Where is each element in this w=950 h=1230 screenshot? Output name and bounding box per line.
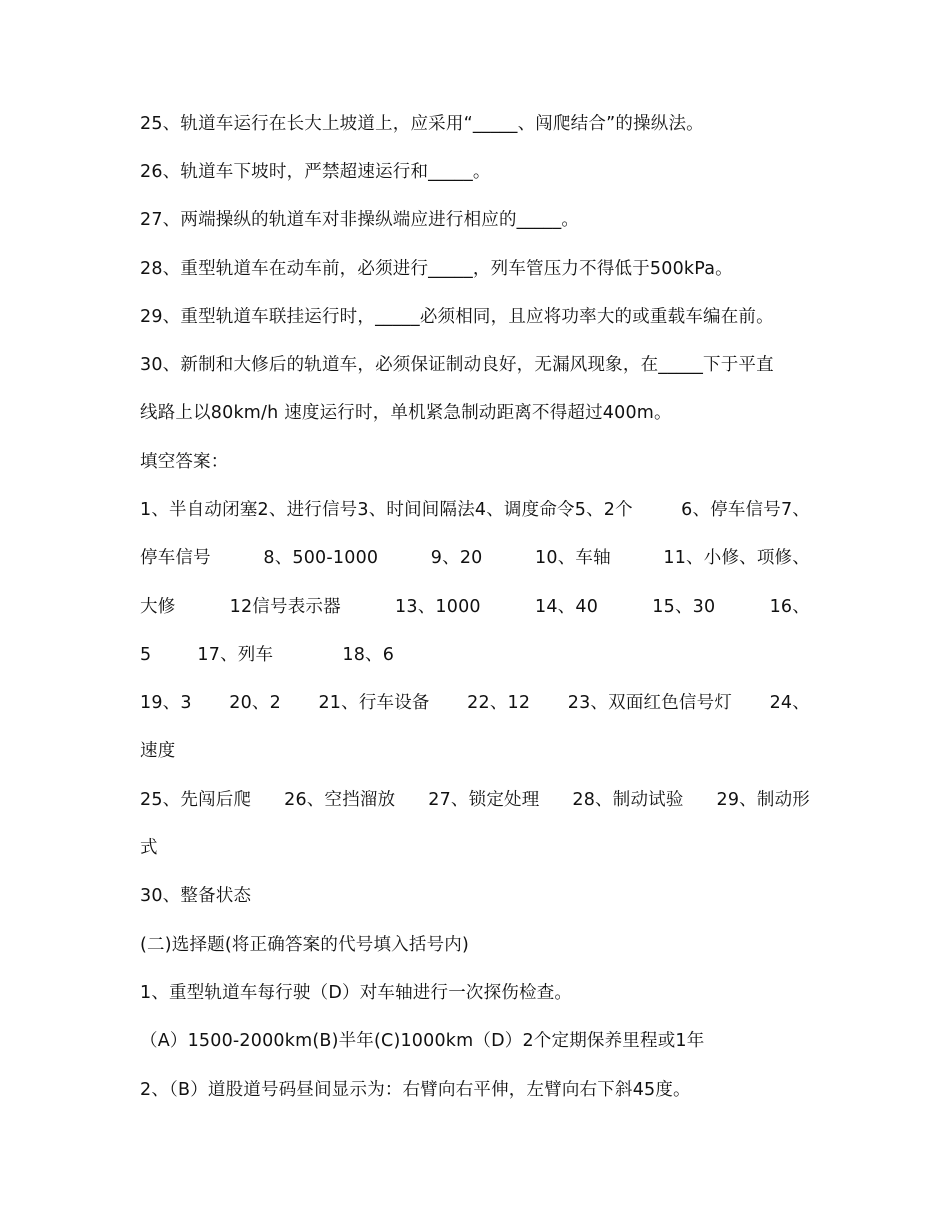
answers-row-6: 速度 [140, 741, 176, 761]
choice-question-2: 2、（B）道股道号码昼间显示为：右臂向右平伸，左臂向右下斜45度。 [140, 1080, 691, 1100]
question-28: 28、重型轨道车在动车前，必须进行_____，列车管压力不得低于500kPa。 [140, 259, 733, 279]
answer-text: 9、20 [430, 548, 483, 568]
answer-text: 24、 [769, 693, 810, 713]
question-26: 26、轨道车下坡时，严禁超速运行和_____。 [140, 162, 491, 182]
answers-row-1 [140, 498, 810, 522]
answer-text: 28、制动试验 [572, 790, 684, 810]
answer-text: 21、行车设备 [318, 693, 430, 713]
question-30: 30、新制和大修后的轨道车，必须保证制动良好，无漏风现象，在_____下于平直 [140, 355, 774, 375]
answer-text: 大修 [140, 597, 176, 617]
answer-text: 19、3 [140, 693, 192, 713]
answers-row-4: 5 17、列车 18、6 [140, 645, 395, 665]
answer-text: 29、制动形 [716, 790, 810, 810]
answer-text: 11、小修、项修、 [663, 548, 810, 568]
answer-text: 10、车轴 [535, 548, 611, 568]
choice-section-heading: (二)选择题(将正确答案的代号填入括号内) [140, 935, 470, 955]
answer-text: 1、半自动闭塞2、进行信号3、时间间隔法4、调度命令5、2个 [140, 500, 633, 520]
answer-text: 14、40 [535, 597, 599, 617]
answer-text: 12信号表示器 [229, 597, 341, 617]
answer-text: 22、12 [467, 693, 531, 713]
answers-row-2 [140, 546, 810, 570]
answers-row-8: 式 [140, 838, 158, 858]
answer-text: 6、停车信号7、 [681, 500, 810, 520]
answer-text: 25、先闯后爬 [140, 790, 252, 810]
answers-row-5 [140, 691, 810, 715]
answers-row-9: 30、整备状态 [140, 886, 252, 906]
answer-text: 16、 [769, 597, 810, 617]
question-25: 25、轨道车运行在长大上坡道上，应采用“_____、闯爬结合”的操纵法。 [140, 114, 704, 134]
answer-text: 27、锁定处理 [428, 790, 540, 810]
answer-text: 停车信号 [140, 548, 211, 568]
choice-question-1-options: （A）1500-2000km(B)半年(C)1000km（D）2个定期保养里程或1年 [140, 1031, 705, 1051]
answers-row-3 [140, 595, 810, 619]
answers-row-7 [140, 788, 810, 812]
answer-text: 26、空挡溜放 [284, 790, 396, 810]
choice-question-1: 1、重型轨道车每行驶（D）对车轴进行一次探伤检查。 [140, 983, 573, 1003]
answer-text: 15、30 [652, 597, 716, 617]
question-27: 27、两端操纵的轨道车对非操纵端应进行相应的_____。 [140, 210, 580, 230]
answers-heading: 填空答案： [140, 452, 229, 472]
answer-text: 23、双面红色信号灯 [567, 693, 733, 713]
answer-text: 13、1000 [395, 597, 481, 617]
answer-text: 8、500-1000 [263, 548, 379, 568]
question-30-continued: 线路上以80km/h 速度运行时，单机紧急制动距离不得超过400m。 [140, 403, 672, 423]
answer-text: 20、2 [229, 693, 281, 713]
question-29: 29、重型轨道车联挂运行时，_____必须相同，且应将功率大的或重载车编在前。 [140, 307, 774, 327]
